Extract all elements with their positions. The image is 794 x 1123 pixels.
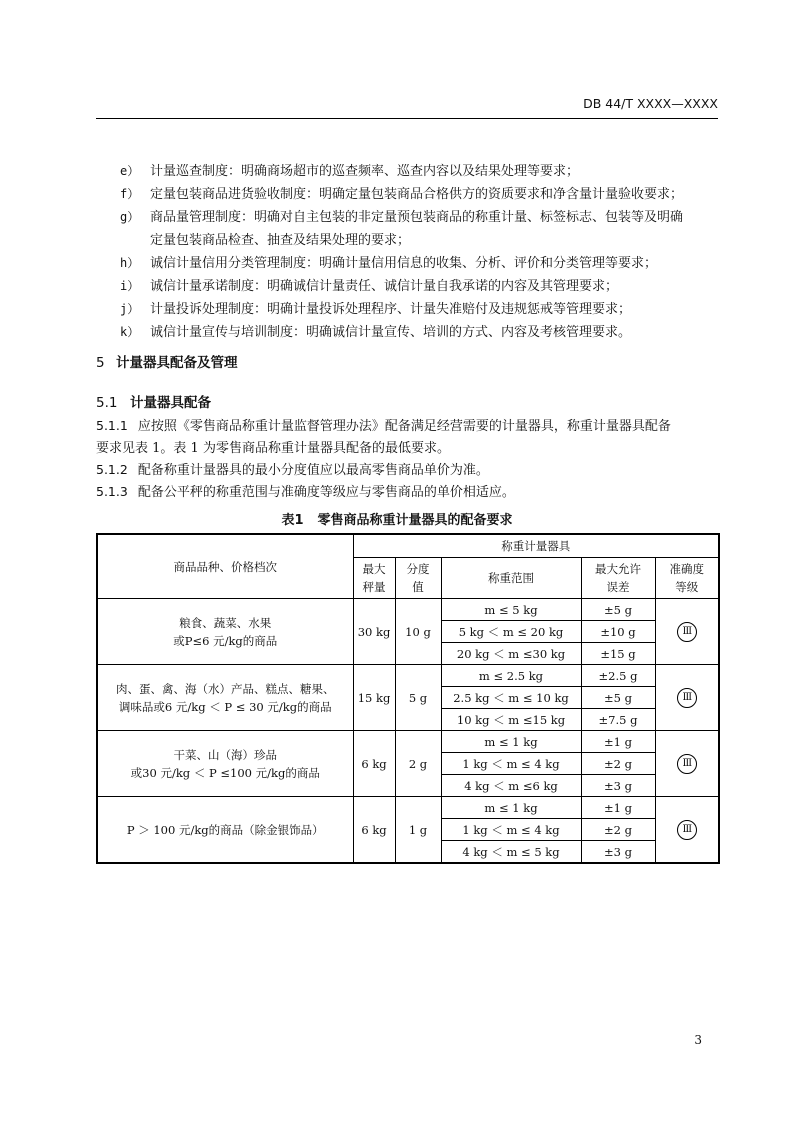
header-mpe: 最大允许 误差 bbox=[581, 558, 655, 599]
list-item-text: 计量巡查制度：明确商场超市的巡查频率、巡查内容以及结果处理等要求； bbox=[150, 164, 580, 179]
section-heading bbox=[96, 351, 238, 371]
category-line: 或P≤6 元/kg的商品 bbox=[173, 633, 278, 648]
range-cell: m ≤ 2.5 kg bbox=[441, 665, 581, 687]
document-code: DB 44/T XXXX—XXXX bbox=[583, 96, 718, 111]
header-max-capacity: 最大 秤量 bbox=[353, 558, 395, 599]
mpe-cell: ±10 g bbox=[581, 621, 655, 643]
mpe-cell: ±3 g bbox=[581, 841, 655, 864]
category-line: 肉、蛋、禽、海（水）产品、糕点、糖果、 bbox=[116, 681, 335, 696]
clause-text: 应按照《零售商品称重计量监督管理办法》配备满足经营需要的计量器具，称重计量器具配备 bbox=[137, 419, 671, 434]
category-line: 粮食、蔬菜、水果 bbox=[179, 615, 272, 630]
mpe-cell: ±2 g bbox=[581, 753, 655, 775]
max-capacity-cell: 6 kg bbox=[353, 797, 395, 864]
table-caption-title: 零售商品称重计量器具的配备要求 bbox=[317, 513, 513, 528]
list-item-label: k） bbox=[120, 325, 140, 339]
header-division: 分度 值 bbox=[395, 558, 441, 599]
range-cell: m ≤ 1 kg bbox=[441, 797, 581, 819]
accuracy-cell bbox=[655, 599, 719, 665]
page-number: 3 bbox=[694, 1033, 702, 1047]
list-item bbox=[120, 275, 718, 298]
scale-requirements-table bbox=[96, 533, 720, 864]
list-item-label: h） bbox=[120, 256, 140, 270]
list-item-label: e） bbox=[120, 164, 140, 178]
mpe-cell: ±1 g bbox=[581, 731, 655, 753]
list-item-text: 诚信计量承诺制度：明确诚信计量责任、诚信计量自我承诺的内容及其管理要求； bbox=[150, 279, 619, 294]
range-cell: 4 kg ＜ m ≤6 kg bbox=[441, 775, 581, 797]
mpe-cell: ±7.5 g bbox=[581, 709, 655, 731]
clause bbox=[96, 481, 718, 504]
list-item-text: 定量包装商品进货验收制度：明确定量包装商品合格供方的资质要求和净含量计量验收要求； bbox=[150, 187, 684, 202]
range-cell: 1 kg ＜ m ≤ 4 kg bbox=[441, 819, 581, 841]
accuracy-cell bbox=[655, 665, 719, 731]
subsection-title: 计量器具配备 bbox=[130, 395, 211, 411]
list-item bbox=[120, 252, 718, 275]
list-item bbox=[120, 206, 718, 229]
max-capacity-cell: 6 kg bbox=[353, 731, 395, 797]
division-cell: 2 g bbox=[395, 731, 441, 797]
section-title: 计量器具配备及管理 bbox=[116, 355, 238, 371]
accuracy-class-badge: Ⅲ bbox=[677, 688, 697, 708]
clause-number: 5.1.3 bbox=[96, 484, 128, 499]
range-cell: 1 kg ＜ m ≤ 4 kg bbox=[441, 753, 581, 775]
mpe-cell: ±1 g bbox=[581, 797, 655, 819]
clause-text: 配备公平秤的称重范围与准确度等级应与零售商品的单价相适应。 bbox=[137, 485, 515, 500]
list-item bbox=[120, 160, 718, 183]
section-number: 5 bbox=[96, 355, 105, 371]
clause-text: 配备称重计量器具的最小分度值应以最高零售商品单价为准。 bbox=[137, 463, 489, 478]
clause bbox=[96, 415, 718, 460]
list-item-continuation: 定量包装商品检查、抽查及结果处理的要求； bbox=[150, 233, 411, 248]
mpe-cell: ±15 g bbox=[581, 643, 655, 665]
category-line: 干菜、山（海）珍品 bbox=[173, 747, 277, 762]
requirement-list bbox=[120, 160, 718, 344]
subsection-heading bbox=[96, 391, 211, 411]
list-item-text: 诚信计量信用分类管理制度：明确计量信用信息的收集、分析、评价和分类管理等要求； bbox=[150, 256, 658, 271]
range-cell: 4 kg ＜ m ≤ 5 kg bbox=[441, 841, 581, 864]
mpe-cell: ±5 g bbox=[581, 599, 655, 621]
list-item-label: j） bbox=[120, 302, 140, 316]
list-item-label: i） bbox=[120, 279, 140, 293]
clause-number: 5.1.1 bbox=[96, 418, 128, 433]
division-cell: 5 g bbox=[395, 665, 441, 731]
list-item-label: g） bbox=[120, 210, 140, 224]
clause-number: 5.1.2 bbox=[96, 462, 128, 477]
range-cell: 5 kg ＜ m ≤ 20 kg bbox=[441, 621, 581, 643]
header-group: 称重计量器具 bbox=[353, 534, 719, 558]
category-line: 调味品或6 元/kg ＜ P ≤ 30 元/kg的商品 bbox=[118, 699, 332, 714]
table-caption-number: 表1 bbox=[281, 513, 304, 528]
accuracy-class-badge: Ⅲ bbox=[677, 754, 697, 774]
range-cell: m ≤ 5 kg bbox=[441, 599, 581, 621]
mpe-cell: ±3 g bbox=[581, 775, 655, 797]
table-caption bbox=[0, 509, 794, 528]
list-item bbox=[120, 321, 718, 344]
accuracy-cell bbox=[655, 731, 719, 797]
list-item bbox=[120, 298, 718, 321]
accuracy-class-badge: Ⅲ bbox=[677, 820, 697, 840]
mpe-cell: ±5 g bbox=[581, 687, 655, 709]
list-item-text: 诚信计量宣传与培训制度：明确诚信计量宣传、培训的方式、内容及考核管理要求。 bbox=[150, 325, 632, 340]
clause bbox=[96, 459, 718, 482]
range-cell: 10 kg ＜ m ≤15 kg bbox=[441, 709, 581, 731]
list-item-text: 计量投诉处理制度：明确计量投诉处理程序、计量失准赔付及违规惩戒等管理要求； bbox=[150, 302, 632, 317]
header-accuracy: 准确度 等级 bbox=[655, 558, 719, 599]
table-row bbox=[97, 797, 719, 819]
category-line: P ＞ 100 元/kg的商品（除金银饰品） bbox=[126, 822, 324, 837]
max-capacity-cell: 30 kg bbox=[353, 599, 395, 665]
accuracy-class-badge: Ⅲ bbox=[677, 622, 697, 642]
mpe-cell: ±2 g bbox=[581, 819, 655, 841]
max-capacity-cell: 15 kg bbox=[353, 665, 395, 731]
division-cell: 1 g bbox=[395, 797, 441, 864]
category-line: 或30 元/kg ＜ P ≤100 元/kg的商品 bbox=[130, 765, 320, 780]
table-row bbox=[97, 599, 719, 621]
subsection-number: 5.1 bbox=[96, 395, 118, 411]
division-cell: 10 g bbox=[395, 599, 441, 665]
category-cell bbox=[97, 731, 353, 797]
table-row bbox=[97, 731, 719, 753]
clause-continuation: 要求见表 1。表 1 为零售商品称重计量器具配备的最低要求。 bbox=[96, 441, 450, 456]
mpe-cell: ±2.5 g bbox=[581, 665, 655, 687]
header-rule bbox=[96, 118, 718, 119]
category-cell bbox=[97, 665, 353, 731]
range-cell: m ≤ 1 kg bbox=[441, 731, 581, 753]
header-range: 称重范围 bbox=[441, 558, 581, 599]
accuracy-cell bbox=[655, 797, 719, 864]
category-cell bbox=[97, 797, 353, 864]
range-cell: 2.5 kg ＜ m ≤ 10 kg bbox=[441, 687, 581, 709]
category-cell bbox=[97, 599, 353, 665]
table-row bbox=[97, 665, 719, 687]
list-item bbox=[120, 183, 718, 206]
list-item-label: f） bbox=[120, 187, 140, 201]
list-item-text: 商品量管理制度：明确对自主包装的非定量预包装商品的称重计量、标签标志、包装等及明确 bbox=[150, 210, 684, 225]
header-category: 商品品种、价格档次 bbox=[97, 534, 353, 599]
range-cell: 20 kg ＜ m ≤30 kg bbox=[441, 643, 581, 665]
